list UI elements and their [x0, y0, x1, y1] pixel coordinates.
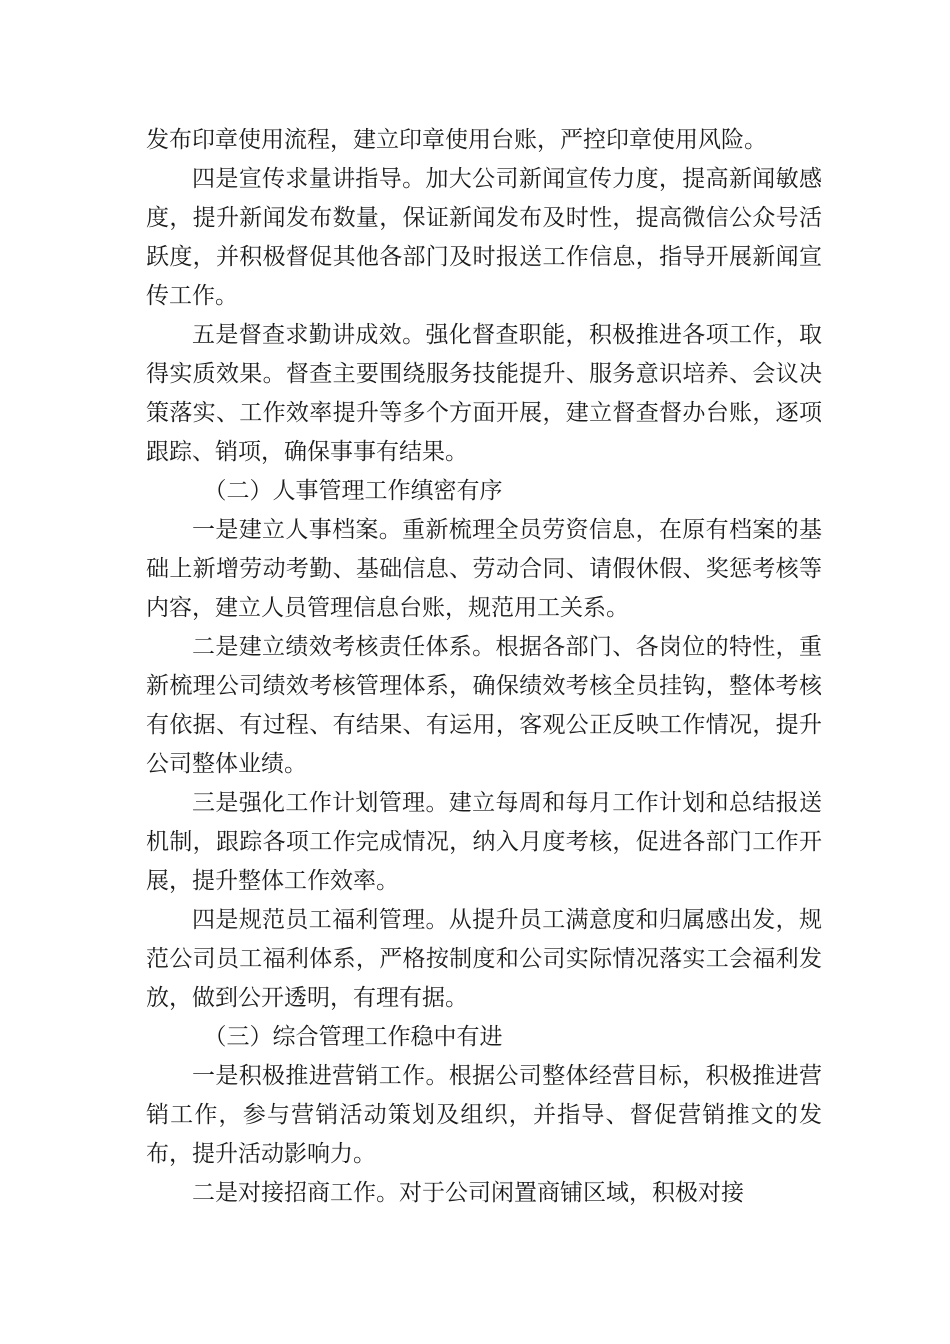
section-heading-personnel: （二）人事管理工作缜密有序	[203, 478, 503, 504]
document-body	[146, 121, 822, 1213]
paragraph-personnel-files: 一是建立人事档案。重新梳理全员劳资信息，在原有档案的基础上新增劳动考勤、基础信息、劳动合同、请假休假、奖惩考核等内容，建立人员管理信息台账，规范用工关系。	[146, 517, 822, 621]
paragraph-performance-system: 二是建立绩效考核责任体系。根据各部门、各岗位的特性，重新梳理公司绩效考核管理体系，确保绩效考核全员挂钩，整体考核有依据、有过程、有结果、有运用，客观公正反映工作情况，提升公司整体业绩。	[146, 634, 822, 777]
paragraph-continuation: 发布印章使用流程，建立印章使用台账，严控印章使用风险。	[146, 127, 767, 153]
paragraph-investment: 二是对接招商工作。对于公司闲置商铺区域，积极对接	[192, 1180, 744, 1206]
paragraph-employee-welfare: 四是规范员工福利管理。从提升员工满意度和归属感出发，规范公司员工福利体系，严格按制度和公司实际情况落实工会福利发放，做到公开透明，有理有据。	[146, 907, 822, 1011]
paragraph-publicity: 四是宣传求量讲指导。加大公司新闻宣传力度，提高新闻敏感度，提升新闻发布数量，保证新闻发布及时性，提高微信公众号活跃度，并积极督促其他各部门及时报送工作信息，指导开展新闻宣传工作。	[146, 166, 822, 309]
paragraph-supervision: 五是督查求勤讲成效。强化督查职能，积极推进各项工作，取得实质效果。督查主要围绕服务技能提升、服务意识培养、会议决策落实、工作效率提升等多个方面开展，建立督查督办台账，逐项跟踪、销项，确保事事有结果。	[146, 322, 822, 465]
section-heading-general-management: （三）综合管理工作稳中有进	[203, 1024, 503, 1050]
paragraph-marketing: 一是积极推进营销工作。根据公司整体经营目标，积极推进营销工作，参与营销活动策划及组织，并指导、督促营销推文的发布，提升活动影响力。	[146, 1063, 822, 1167]
paragraph-work-plan: 三是强化工作计划管理。建立每周和每月工作计划和总结报送机制，跟踪各项工作完成情况，纳入月度考核，促进各部门工作开展，提升整体工作效率。	[146, 790, 822, 894]
